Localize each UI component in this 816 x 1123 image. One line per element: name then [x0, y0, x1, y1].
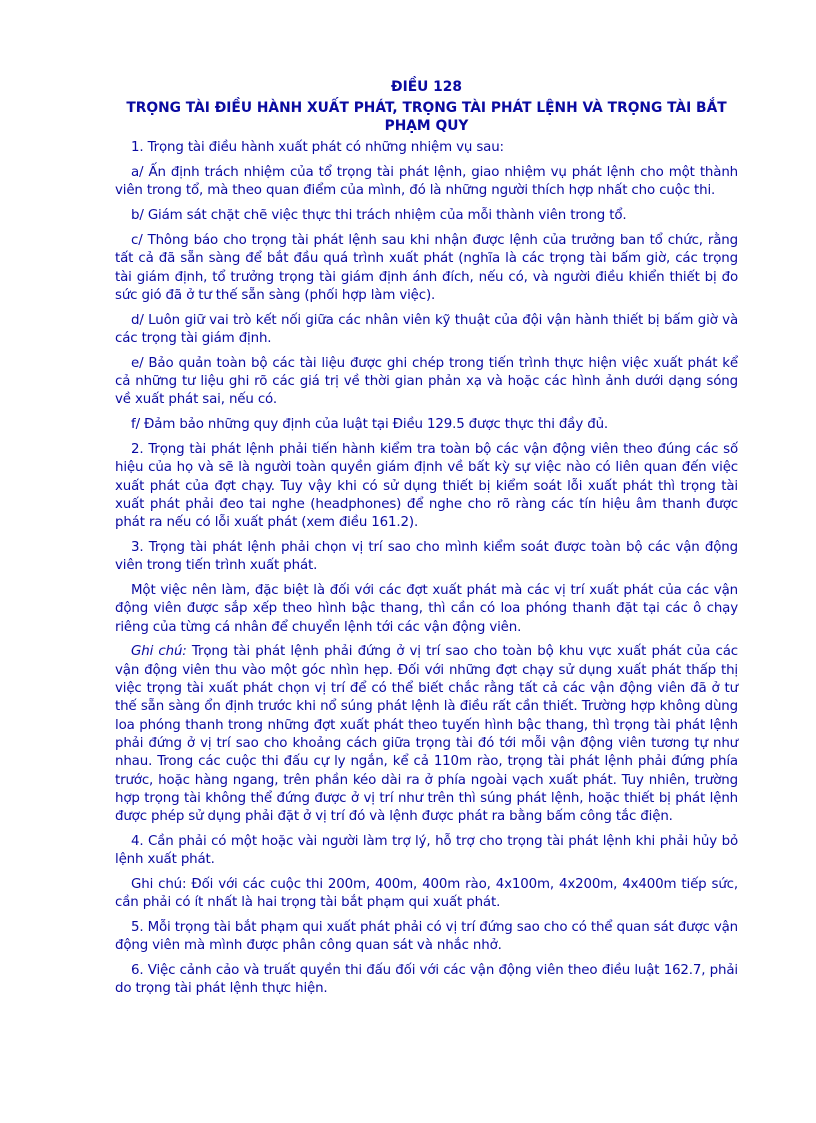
paragraph-1e: e/ Bảo quản toàn bộ các tài liệu được ghi chép trong tiến trình thực hiện việc xuất phát kể cả những tư liệu ghi rõ các giá trị về thời gian phản xạ và hoặc các hình ảnh dưới dạng sóng về xuất phát sai, nếu có. — [115, 355, 738, 408]
paragraph-3: 3. Trọng tài phát lệnh phải chọn vị trí sao cho mình kiểm soát được toàn bộ các vận động viên trong tiến trình xuất phát. — [115, 539, 738, 574]
paragraph-1a: a/ Ấn định trách nhiệm của tổ trọng tài phát lệnh, giao nhiệm vụ phát lệnh cho một thành viên trong tổ, mà theo quan điểm của mình, đó là những người thích hợp nhất cho cuộc thi. — [115, 165, 738, 199]
paragraph-2: 2. Trọng tài phát lệnh phải tiến hành kiểm tra toàn bộ các vận động viên theo đúng các số hiệu của họ và sẽ là người toàn quyền giám định về bất kỳ sự việc nào có liên quan đến việc xuất phát của đợt chạy. Tuy vậy khi có sử dụng thiết bị kiểm soát lỗi xuất phát thì trọng tài xuất phát phải đeo tai nghe (headphones) để nghe cho rõ ràng các tín hiệu âm thanh được phát ra nếu có lỗi xuất phát (xem điều 161.2). — [115, 441, 738, 531]
paragraph-3-recommendation: Một việc nên làm, đặc biệt là đối với các đợt xuất phát mà các vị trí xuất phát của các vận động viên được sắp xếp theo hình bậc thang, thì cần có loa phóng thanh đặt tại các ô chạy riêng của từng cá nhân để chuyển lệnh tới các vận động viên. — [115, 583, 738, 635]
note-label: Ghi chú: — [131, 644, 187, 660]
paragraph-6: 6. Việc cảnh cảo và truất quyền thi đấu đối với các vận động viên theo điều luật 162.7, phải do trọng tài phát lệnh thực hiện. — [115, 963, 738, 997]
paragraph-5: 5. Mỗi trọng tài bắt phạm qui xuất phát phải có vị trí đứng sao cho có thể quan sát được vận động viên mà mình được phân công quan sát và nhắc nhở. — [115, 920, 738, 954]
paragraph-1c: c/ Thông báo cho trọng tài phát lệnh sau khi nhận được lệnh của trưởng ban tổ chức, rằng tất cả đã sẵn sàng để bắt đầu quá trình xuất phát (nghĩa là các trọng tài bấm giờ, các trọng tài giám định, tổ trưởng trọng tài giám định ánh đích, nếu có, và người điều khiển thiết bị đo sức gió đã ở tư thế sẵn sàng (phối hợp làm việc). — [115, 232, 738, 303]
note-paragraph — [115, 643, 738, 826]
note-text: Trọng tài phát lệnh phải đứng ở vị trí sao cho toàn bộ khu vực xuất phát của các vận động viên thu vào một góc nhìn hẹp. Đối với những đợt chạy sử dụng xuất phát thấp thị việc trọng tài xuất phát chọn vị trí để có thể biết chắc rằng tất cả các vận động viên đã ở tư thế sẵn sàng ổn định trước khi nổ súng phát lệnh là điều rất cần thiết. Trường hợp không dùng loa phóng thanh trong những đợt xuất phát theo tuyến hình bậc thang, thì trọng tài phát lệnh phải đứng ở vị trí sao cho khoảng cách giữa trọng tài đó tới mỗi vận động viên tương tự như nhau. Trong các cuộc thi đấu cự ly ngắn, kể cả 110m rào, trọng tài phát lệnh phải đứng phía trước, hoặc hàng ngang, trên phần kéo dài ra ở phía ngoài vạch xuất phát. Tuy nhiên, trường hợp trọng tài không thể đứng được ở vị trí như trên thì súng phát lệnh, hoặc thiết bị phát lệnh được phép sử dụng phải đặt ở vị trí đó và lệnh được phát ra bằng bấm công tắc điện. — [115, 644, 738, 825]
document-page — [115, 70, 738, 1005]
article-number: ĐIỀU 128 — [391, 79, 462, 95]
paragraph-4: 4. Cần phải có một hoặc vài người làm trợ lý, hỗ trợ cho trọng tài phát lệnh khi phải hủy bỏ lệnh xuất phát. — [115, 833, 738, 868]
article-title: TRỌNG TÀI ĐIỀU HÀNH XUẤT PHÁT, TRỌNG TÀI PHÁT LỆNH VÀ TRỌNG TÀI BẮT PHẠM QUY — [126, 100, 727, 135]
paragraph-1b: b/ Giám sát chặt chẽ việc thực thi trách nhiệm của mỗi thành viên trong tổ. — [131, 208, 627, 224]
paragraph-1f: f/ Đảm bảo những quy định của luật tại Điều 129.5 được thực thi đầy đủ. — [131, 417, 609, 433]
paragraph-4-note: Ghi chú: Đối với các cuộc thi 200m, 400m, 400m rào, 4x100m, 4x200m, 4x400m tiếp sức, cần phải có ít nhất là hai trọng tài bắt phạm qui xuất phát. — [115, 876, 738, 911]
paragraph-1: 1. Trọng tài điều hành xuất phát có những nhiệm vụ sau: — [131, 140, 504, 156]
paragraph-1d: d/ Luôn giữ vai trò kết nối giữa các nhân viên kỹ thuật của đội vận hành thiết bị bấm giờ và các trọng tài giám định. — [115, 312, 738, 346]
